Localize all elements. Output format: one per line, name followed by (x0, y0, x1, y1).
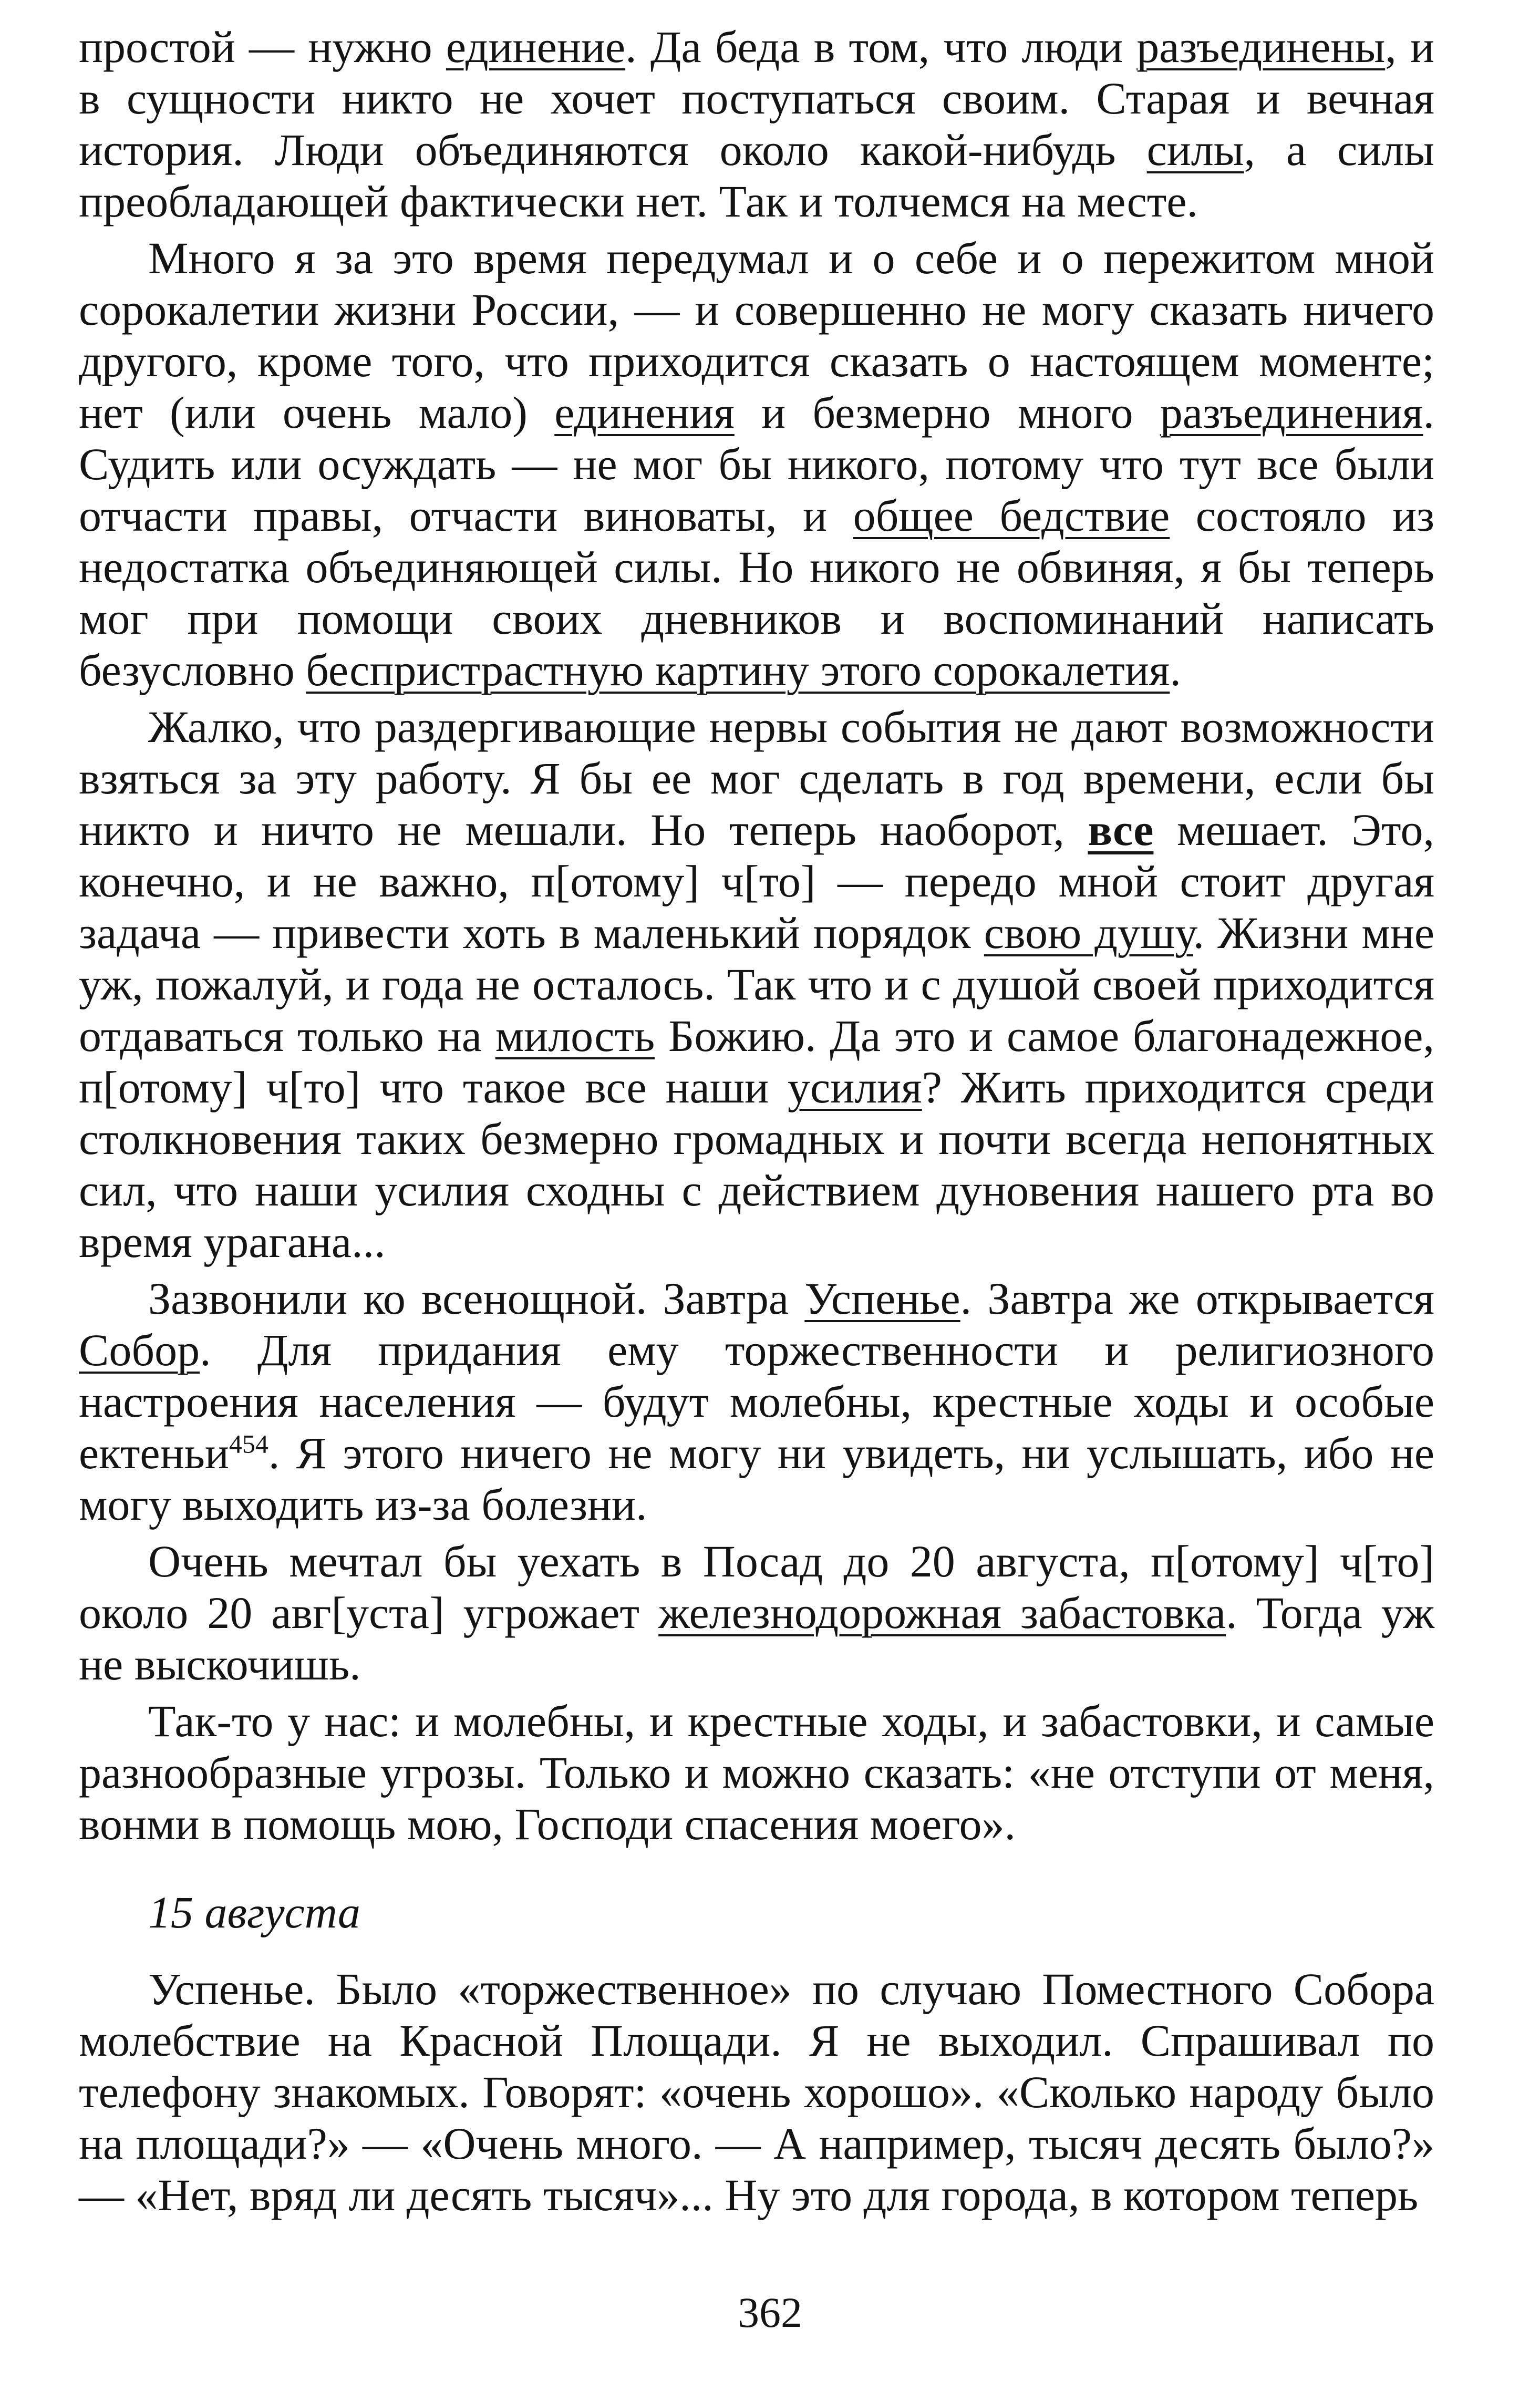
underlined-text: силы (1146, 125, 1244, 175)
text-run: . Я этого ничего не могу ни увидеть, ни услышать, ибо не могу выходить из-за болезни. (79, 1428, 1434, 1530)
text-run: состояло из недостатка объединяющей силы. Но никого не обвиняя, я бы теперь мог при помощи своих дневников и воспоминаний написать безусловно (79, 490, 1435, 695)
page-number: 362 (738, 2289, 802, 2336)
footnote-ref: 454 (229, 1429, 268, 1459)
paragraph (79, 1273, 1434, 1530)
text-run: Зазвонили ко всенощной. Завтра (148, 1273, 805, 1324)
paragraph (79, 232, 1434, 696)
underlined-text: общее бедствие (853, 490, 1170, 541)
text-run: Жалко, что раздергивающие нервы события не дают возможности взяться за эту работу. Я бы ее мог сделать в год времени, если бы никто и ничто не мешали. Но теперь наоборот, (79, 702, 1434, 855)
underlined-text: усилия (788, 1062, 922, 1112)
paragraph (79, 1535, 1434, 1690)
text-run: 15 августа (148, 1887, 360, 1937)
text-run: Так-то у нас: и молебны, и крестные ходы, и забастовки, и самые разнообразные угрозы. Только и можно сказать: «не отступи от меня, вонми в помощь мою, Господи спасения моего». (79, 1696, 1434, 1849)
text-run: ? Жить приходится среди столкновения таких безмерно громадных и почти всегда непонятных сил, что наши усилия сходны с действием дуновения нашего рта во время урагана... (79, 1062, 1434, 1267)
underlined-text: единения (554, 387, 735, 438)
underlined-text: разъединены (1136, 22, 1386, 72)
paragraph (79, 701, 1434, 1267)
underlined-text: железнодорожная забастовка (658, 1588, 1226, 1638)
text-run: Очень мечтал бы уехать в Посад до 20 августа, п[отому] ч[то] около 20 авг[уста] угрожает (79, 1536, 1434, 1638)
text-run: , и в сущности никто не хочет поступаться своим. Старая и вечная история. Люди объединяются около какой-нибудь (79, 22, 1434, 175)
text-run: . Судить или осуждать — не мог бы никого, потому что тут все были отчасти правы, отчасти виноваты, и (79, 387, 1434, 541)
text-run: . Да беда в том, что люди (625, 22, 1137, 72)
paragraph (79, 21, 1434, 227)
text-run: . Завтра же открывается (960, 1273, 1434, 1324)
underlined-text: все (1088, 805, 1154, 855)
underlined-text: беспристрастную картину этого сорокалетия (306, 645, 1170, 695)
underlined-text: свою душу (984, 908, 1193, 958)
text-run: . (1170, 645, 1181, 695)
text-run: простой — нужно (79, 22, 446, 72)
paragraph (79, 1963, 1434, 2221)
text-run: Много я за это время передумал и о себе и о пережитом мной сорокалетии жизни России, — и совершенно не могу сказать ничего другого, кроме того, что приходится сказать о настоящем моменте; нет (или очень мало) (79, 233, 1434, 438)
underlined-text: Собор (79, 1325, 200, 1375)
underlined-text: разъединения (1160, 387, 1423, 438)
underlined-text: милость (495, 1011, 655, 1061)
text-run: , а силы преобладающей фактически нет. Так и толчемся на месте. (79, 125, 1435, 226)
text-run: и безмерно много (734, 387, 1160, 438)
text-run: . Тогда уж не выскочишь. (79, 1588, 1434, 1689)
text-run: мешает. Это, конечно, и не важно, п[отому] ч[то] — передо мной стоит другая задача — привести хоть в маленький порядок (79, 805, 1435, 958)
date-heading (79, 1887, 1434, 1938)
underlined-text: Успенье (804, 1273, 960, 1324)
text-run: . Жизни мне уж, пожалуй, и года не осталось. Так что и с душой своей приходится отдаваться только на (79, 908, 1434, 1061)
paragraph (79, 1695, 1434, 1850)
text-run: . Для придания ему торжественности и религиозного настроения населения — будут молебны, крестные ходы и особые ектеньи (79, 1325, 1434, 1478)
text-run: Успенье. Было «торжественное» по случаю Поместного Собора молебствие на Красной Площади. Я не выходил. Спрашивал по телефону знакомых. Говорят: «очень хорошо». «Сколько народу было на площади?» — «Очень много. — А например, тысяч десять было?» — «Нет, вряд ли десять тысяч»... Ну это для города, в котором теперь (79, 1964, 1434, 2220)
page-body (79, 21, 1434, 2226)
text-run: Божию. Да это и самое благонадежное, п[отому] ч[то] что такое все наши (79, 1011, 1434, 1112)
underlined-text: единение (446, 22, 626, 72)
